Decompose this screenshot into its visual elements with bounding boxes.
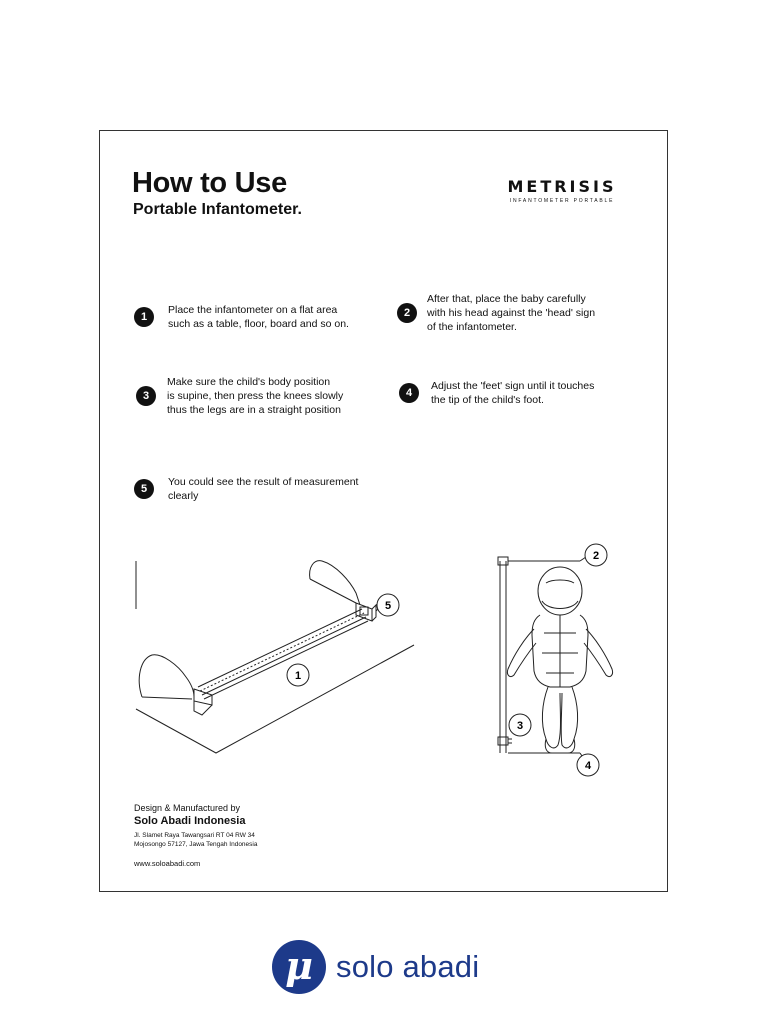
step-text: Place the infantometer on a flat area such as a table, floor, board and so on. [168,304,349,330]
callout-4 [577,753,599,776]
instruction-card [99,130,668,892]
callout-label: 5 [384,600,392,612]
brand-name: METRISIS [507,177,617,196]
manufacturer-info [134,803,257,868]
callout-3 [509,714,531,736]
brand-logo [502,177,622,204]
callout-1 [287,664,309,686]
logo-text: solo abadi [336,949,480,984]
manufacturer-name: Solo Abadi Indonesia [134,815,246,827]
step-2 [397,292,595,334]
page-title: How to Use [132,167,287,199]
manufacturer-label: Design & Manufactured by [134,803,241,813]
svg-text:μ: μ [285,943,313,988]
infantometer-table-illustration [128,549,428,759]
step-text: You could see the result of measurement clearly [168,476,359,502]
step-text: Make sure the child's body position is supine, then press the knees slowly thus the legs are in a straight position [167,376,344,416]
step-number-badge: 5 [134,479,154,499]
solo-abadi-logo [272,940,479,994]
step-5 [134,475,358,503]
step-4 [399,379,594,407]
page-subtitle: Portable Infantometer. [133,201,302,218]
step-1 [134,303,349,331]
callout-label: 3 [516,720,524,732]
callout-label: 2 [592,550,600,562]
baby-measurement-illustration [490,543,620,781]
manufacturer-address: Jl. Slamet Raya Tawangsari RT 04 RW 34 Mojosongo 57127, Jawa Tengah Indonesia [134,832,258,848]
callout-label: 1 [294,670,302,682]
callout-label: 4 [584,760,592,772]
step-number-badge: 1 [134,307,154,327]
step-text: Adjust the 'feet' sign until it touches the tip of the child's foot. [431,380,595,406]
brand-tagline: INFANTOMETER PORTABLE [509,198,615,204]
step-number-badge: 2 [397,303,417,323]
mu-icon [272,940,326,994]
step-number-badge: 3 [136,386,156,406]
step-number-badge: 4 [399,383,419,403]
callout-5 [376,594,399,616]
manufacturer-website-link[interactable]: www.soloabadi.com [134,859,201,868]
step-text: After that, place the baby carefully with his head against the 'head' sign of the infantometer. [427,293,596,333]
callout-2 [580,544,607,566]
step-3 [136,375,343,417]
